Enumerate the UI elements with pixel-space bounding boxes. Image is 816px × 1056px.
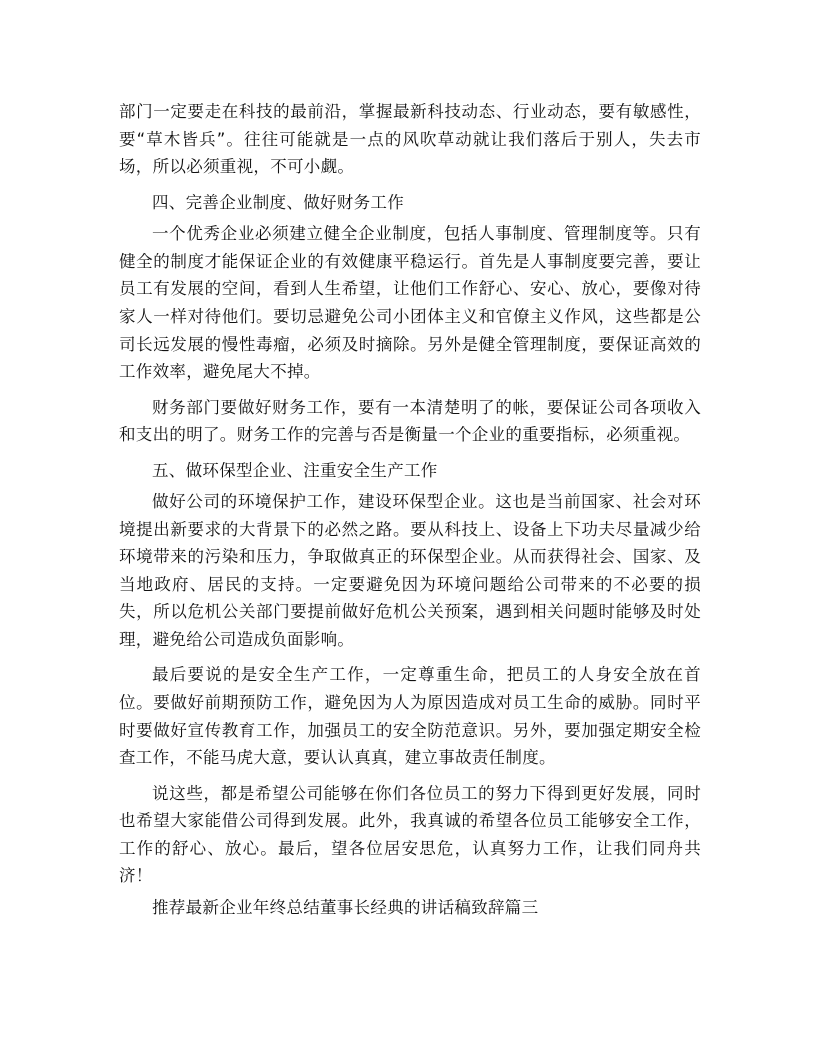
paragraph-safety: 最后要说的是安全生产工作，一定尊重生命，把员工的人身安全放在首位。要做好前期预防工作，避免因为人为原因造成对员工生命的威胁。同时平时要做好宣传教育工作，加强员工的安全防范意识。另外，要加强定期安全检查工作，不能马虎大意，要认认真真，建立事故责任制度。 bbox=[119, 665, 701, 768]
paragraph-environment: 做好公司的环境保护工作，建设环保型企业。这也是当前国家、社会对环境提出新要求的大背景下的必然之路。要从科技上、设备上下功夫尽量减少给环境带来的污染和压力，争取做真正的环保型企业。从而获得社会、国家、及当地政府、居民的支持。一定要避免因为环境问题给公司带来的不必要的损失，所以危机公关部门要提前做好危机公关预案，遇到相关问题时能够及时处理，避免给公司造成负面影响。 bbox=[119, 492, 701, 650]
paragraph-closing: 说这些，都是希望公司能够在你们各位员工的努力下得到更好发展，同时也希望大家能借公司得到发展。此外，我真诚的希望各位员工能够安全工作，工作的舒心、放心。最后，望各位居安思危，认真努力工作，让我们同舟共济！ bbox=[119, 783, 701, 886]
section-heading-4: 四、完善企业制度、做好财务工作 bbox=[152, 192, 404, 212]
document-page bbox=[119, 98, 701, 926]
section-heading-5: 五、做环保型企业、注重安全生产工作 bbox=[152, 460, 438, 480]
paragraph-continuation: 部门一定要走在科技的最前沿，掌握最新科技动态、行业动态，要有敏感性，要“草木皆兵”。往往可能就是一点的风吹草动就让我们落后于别人，失去市场，所以必须重视，不可小觑。 bbox=[119, 102, 701, 177]
paragraph-finance: 财务部门要做好财务工作，要有一本清楚明了的帐，要保证公司各项收入和支出的明了。财务工作的完善与否是衡量一个企业的重要指标，必须重视。 bbox=[119, 397, 701, 445]
paragraph-enterprise-system: 一个优秀企业必须建立健全企业制度，包括人事制度、管理制度等。只有健全的制度才能保证企业的有效健康平稳运行。首先是人事制度要完善，要让员工有发展的空间，看到人生希望，让他们工作舒心、安心、放心，要像对待家人一样对待他们。要切忌避免公司小团体主义和官僚主义作风，这些都是公司长远发展的慢性毒瘤，必须及时摘除。另外是健全管理制度，要保证高效的工作效率，避免尾大不掉。 bbox=[119, 224, 701, 382]
section-heading-article-3: 推荐最新企业年终总结董事长经典的讲话稿致辞篇三 bbox=[152, 898, 539, 918]
